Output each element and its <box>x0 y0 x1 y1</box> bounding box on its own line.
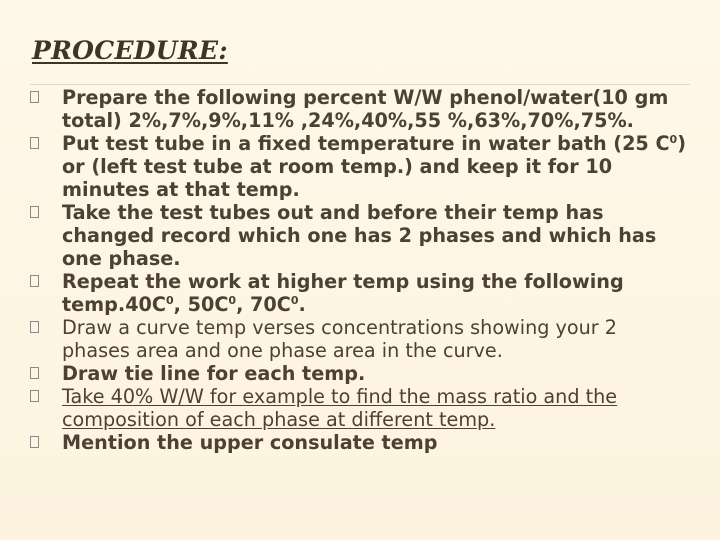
list-item <box>28 270 690 316</box>
procedure-list <box>28 86 690 454</box>
superscript: 0 <box>290 294 299 307</box>
list-item-text: Draw a curve temp verses concentrations showing your 2 phases area and one phase area in the curve. <box>62 316 617 362</box>
list-item <box>28 431 690 454</box>
title-divider <box>30 84 690 85</box>
box-bullet-icon <box>30 91 39 103</box>
list-item <box>28 132 690 201</box>
list-item-text: Repeat the work at higher temp using the following $temp.40C^0$, $50C^0$, $70C^0$. <box>62 270 624 316</box>
list-item <box>28 385 690 431</box>
list-item <box>28 362 690 385</box>
list-item-text: Draw tie line for each temp. <box>62 362 366 385</box>
list-item <box>28 316 690 362</box>
box-bullet-icon <box>30 436 39 448</box>
page-title: PROCEDURE: <box>32 36 228 65</box>
box-bullet-icon <box>30 321 39 333</box>
list-item-text: Put test tube in a fixed temperature in water bath (25 $C^0$) or (left test tube at room temp.) and keep it for 10 minutes at that temp. <box>62 132 686 201</box>
box-bullet-icon <box>30 367 39 379</box>
list-item-text: Prepare the following percent W/W phenol/water(10 gm total) 2%,7%,9%,11% ,24%,40%,55 %,63%,70%,75%. <box>62 86 669 132</box>
box-bullet-icon <box>30 390 39 402</box>
superscript: 0 <box>228 294 237 307</box>
list-item <box>28 201 690 270</box>
box-bullet-icon <box>30 137 39 149</box>
list-item-text: Mention the upper consulate temp <box>62 431 438 454</box>
superscript: 0 <box>166 294 174 307</box>
superscript: 0 <box>669 133 678 146</box>
box-bullet-icon <box>30 275 39 287</box>
list-item-text: Take 40% W/W for example to find the mass ratio and the composition of each phase at different temp. <box>62 385 618 431</box>
box-bullet-icon <box>30 206 39 218</box>
list-item-text: Take the test tubes out and before their temp has changed record which one has 2 phases and which has one phase. <box>62 201 657 270</box>
list-item <box>28 86 690 132</box>
